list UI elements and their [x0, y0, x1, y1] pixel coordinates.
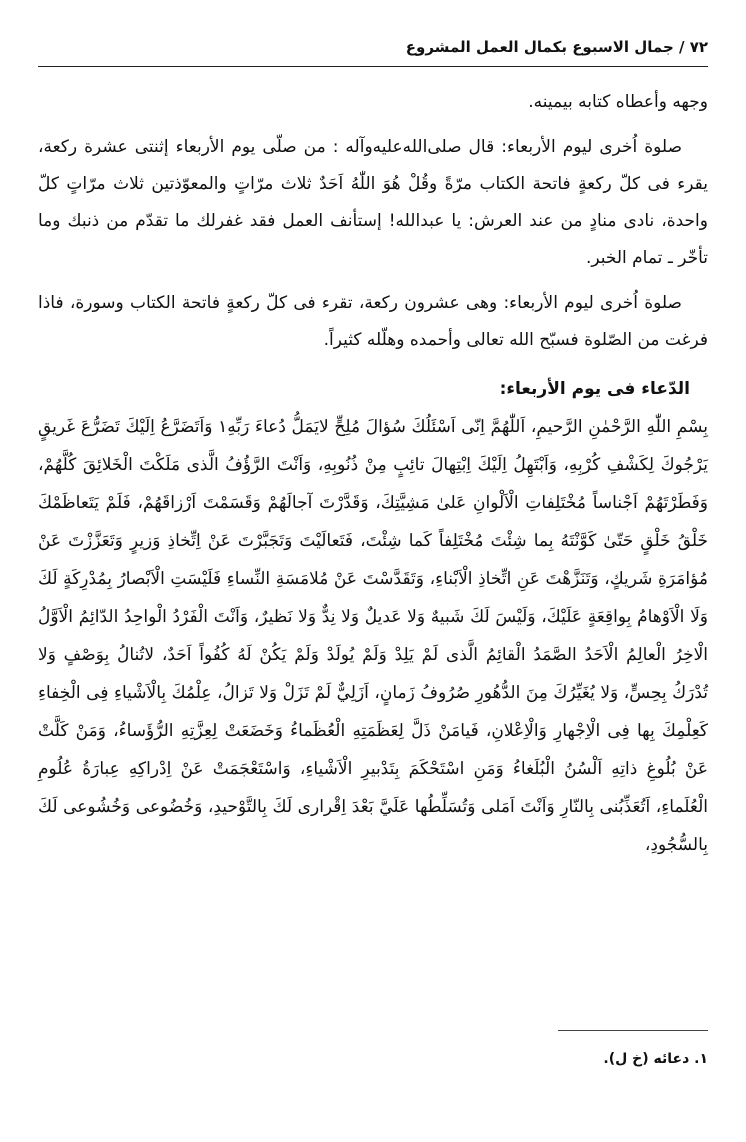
- main-text: [38, 84, 708, 864]
- section-heading-dua: الدّعاء فى يوم الأربعاء:: [499, 379, 690, 399]
- dua-text: بِسْمِ اللّٰهِ الرَّحْمٰنِ الرَّحيمِ، اَللّٰهُمَّ اِنّى اَسْئَلُكَ سُؤالَ مُلِحٍّ لايَمَلُّ دُعاءَ رَبِّهِ١ وَاَتَضَرَّعُ اِلَيْكَ تَضَرُّعَ غَريقٍ يَرْجُوكَ لِكَشْفِ كُرْبِهِ، وَاَبْتَهِلُ اِلَيْكَ اِبْتِهالَ تائِبٍ مِنْ ذُنُوبِهِ، وَاَنْتَ الرَّؤُفُ الَّذى مَلَكْتَ الْخَلائِقَ كُلَّهُمْ، وَفَطَرْتَهُمْ اَجْناساً مُخْتَلِفاتِ الْاَلْوانِ عَلىٰ مَشِيَّتِكَ، وَقَدَّرْتَ آجالَهُمْ وَقَسَمْتَ اَرْزاقَهُمْ، فَلَمْ يَتَعاظَمْكَ خَلْقُ خَلْقٍ حَتّىٰ كَوَّنْتَهُ بِما شِئْتَ مُخْتَلِفاً كَما شِئْتَ، فَتَعالَيْتَ وَتَجَبَّرْتَ عَنْ اِتِّخاذِ وَزيرٍ وَتَعَزَّزْتَ عَنْ مُؤامَرَةِ شَريكٍ، وَتَنَزَّهْتَ عَنِ اتِّخاذِ الْاَبْناءِ، وَتَقَدَّسْتَ عَنْ مُلامَسَةِ النِّساءِ فَلَيْسَتِ الْاَبْصارُ بِمُدْرِكَةٍ لَكَ وَلَا الْاَوْهامُ بِواقِعَةٍ عَلَيْكَ، وَلَيْسَ لَكَ شَبيهٌ وَلا عَديلٌ وَلا نِدٌّ وَلا نَظيرٌ، وَاَنْتَ الْفَرْدُ الْواحِدُ الدّائِمُ الْاَوَّلُ الْاخِرُ الْعالِمُ الْاَحَدُ الصَّمَدُ الْقائِمُ الَّذى لَمْ يَلِدْ وَلَمْ يُولَدْ وَلَمْ يَكُنْ لَهُ كُفُواً اَحَدٌ، لاتُنالُ بِوَصْفٍ وَلا تُدْرَكُ بِحِسٍّ، وَلا يُغَيِّرُكَ مِنَ الدُّهُورِ صُرُوفُ زَمانٍ، اَزَلِيٌّ لَمْ تَزَلْ وَلا تَزالُ، عِلْمُكَ بِالْاَشْياءِ فِى الْخِفاءِ كَعِلْمِكَ بِها فِى الْاِجْهارِ وَالْاِعْلانِ، فَيامَنْ ذَلَّ لِعَظَمَتِهِ الْعُظَماءُ وَخَضَعَتْ لِعِزَّتِهِ الرُّؤَساءُ، وَمَنْ كَلَّتْ عَنْ بُلُوغِ ذاتِهِ اَلْسُنُ الْبُلَغاءُ وَمَنِ اسْتَحْكَمَ بِتَدْبيرِ الْاَشْياءِ، وَاسْتَعْجَمَتْ عَنْ اِدْراكِهِ عِبارَةُ عُلُومِ الْعُلَماءِ، اَتُعَذِّبُنى بِالنّارِ وَاَنْتَ اَمَلى وَتُسَلِّطُها عَلَيَّ بَعْدَ اِقْرارى لَكَ بِالتَّوْحيدِ، وَخُضُوعى وَخُشُوعى لَكَ بِالسُّجُودِ،: [38, 417, 708, 855]
- header-divider: [38, 66, 708, 67]
- paragraph-prayer-twelve-rakat: صلوة اُخرى ليوم الأربعاء: قال صلى‌الله‌عليه‌وآله : من صلّى يوم الأربعاء إثنتى عشرة ركعة، يقرء فى كلّ ركعةٍ فاتحة الكتاب مرّةً وقُلْ هُوَ اللّٰهُ اَحَدٌ ثلاث مرّاتٍ والمعوّذتين ثلاث مرّاتٍ كلّ واحدة، نادى منادٍ من عند العرش: يا عبدالله! إستأنف العمل فقد غفرلك ما تقدّم من ذنبك وما تأخّر ـ تمام الخبر.: [38, 137, 708, 268]
- footnote-divider: [558, 1030, 708, 1031]
- running-header: ٧٢ / جمال الاسبوع بكمال العمل المشروع: [405, 38, 708, 56]
- footnote: ١. دعائه (خ ل).: [603, 1051, 708, 1067]
- paragraph-continuation: وجهه وأعطاه كتابه بيمينه.: [528, 92, 708, 112]
- paragraph-prayer-twenty-rakat: صلوة اُخرى ليوم الأربعاء: وهى عشرون ركعة، تقرء فى كلّ ركعةٍ فاتحة الكتاب وسورة، فاذا فرغت من الصّلوة فسبّح الله تعالى وأحمده وهلّله كثيراً.: [38, 293, 708, 350]
